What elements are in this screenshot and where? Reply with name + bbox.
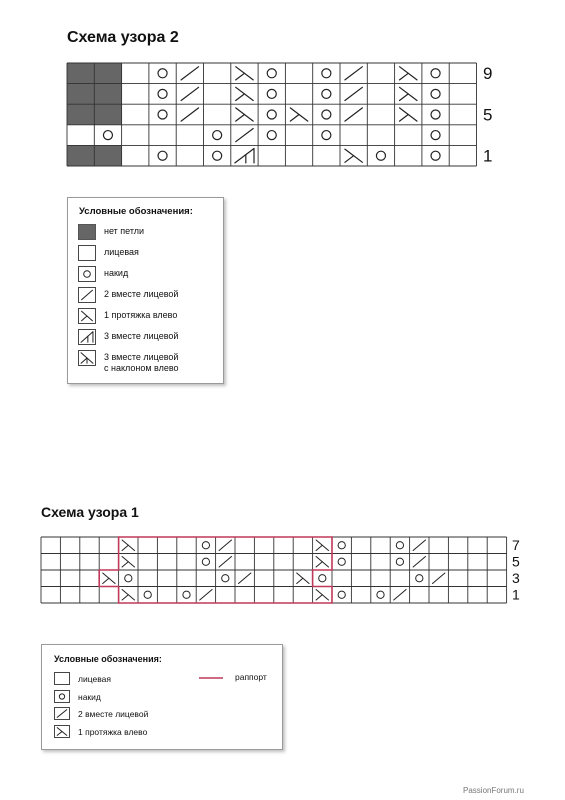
grid-cell — [138, 554, 157, 571]
grid-cell — [60, 587, 79, 604]
legend-label: 3 вместе лицевой с наклоном влево — [104, 352, 179, 373]
grid-cell — [119, 554, 138, 571]
grid-cell — [235, 570, 254, 587]
grid-cell — [119, 587, 138, 604]
grid-cell — [371, 554, 390, 571]
legend-label: лицевая — [104, 247, 139, 257]
pattern2-title: Схема узора 2 — [67, 29, 179, 46]
grid-cell — [429, 537, 448, 554]
grid-cell — [448, 537, 467, 554]
grid-cell — [487, 570, 506, 587]
legend-title: Условные обозначения: — [79, 206, 193, 217]
pattern1-title: Схема узора 1 — [41, 504, 139, 520]
grid-cell — [371, 537, 390, 554]
grid-cell — [429, 554, 448, 571]
grid-cell — [468, 554, 487, 571]
grid-cell — [235, 587, 254, 604]
grid-cell — [60, 537, 79, 554]
legend-label: 3 вместе лицевой — [104, 331, 179, 341]
legend-label: лицевая — [78, 674, 111, 684]
legend-item — [54, 725, 147, 738]
grid-cell — [487, 587, 506, 604]
row-number-label: 5 — [512, 553, 520, 570]
grid-cell — [157, 587, 176, 604]
grid-cell — [196, 587, 215, 604]
grid-cell — [216, 587, 235, 604]
grid-cell — [177, 554, 196, 571]
grid-cell — [99, 554, 118, 571]
grid-cell — [274, 537, 293, 554]
repeat-line-icon — [199, 675, 225, 681]
grid-cell — [468, 587, 487, 604]
row-number-label: 1 — [483, 146, 493, 166]
legend-label: 1 протяжка влево — [104, 310, 178, 320]
grid-cell — [177, 570, 196, 587]
grid-cell — [254, 554, 273, 571]
grid-cell — [177, 587, 196, 604]
legend-item — [54, 707, 148, 720]
grid-cell — [332, 537, 351, 554]
legend-label: 2 вместе лицевой — [104, 289, 179, 299]
grid-cell — [80, 537, 99, 554]
row-number-label: 9 — [483, 64, 493, 84]
legend-label: нет петли — [104, 226, 145, 236]
grid-cell — [468, 537, 487, 554]
grid-cell — [313, 587, 332, 604]
grid-cell — [351, 554, 370, 571]
grid-cell — [410, 537, 429, 554]
grid-cell — [487, 554, 506, 571]
row-number-label: 3 — [512, 569, 520, 586]
grid-cell — [80, 554, 99, 571]
grid-cell — [235, 554, 254, 571]
grid-cell — [332, 570, 351, 587]
grid-cell — [157, 554, 176, 571]
legend-label: 2 вместе лицевой — [78, 709, 149, 719]
slip-left-icon — [54, 725, 70, 738]
grid-cell — [235, 537, 254, 554]
pattern1-legend — [41, 644, 283, 750]
grid-cell — [293, 570, 312, 587]
grid-cell — [293, 554, 312, 571]
grid-cell — [274, 554, 293, 571]
grid-cell — [371, 587, 390, 604]
row-number-label: 1 — [512, 586, 520, 603]
grid-cell — [390, 537, 409, 554]
grid-cell — [332, 587, 351, 604]
grid-cell — [41, 570, 60, 587]
grid-cell — [99, 537, 118, 554]
grid-cell — [216, 537, 235, 554]
row-number-label: 7 — [512, 536, 520, 553]
grid-cell — [60, 554, 79, 571]
grid-cell — [274, 570, 293, 587]
grid-cell — [293, 537, 312, 554]
grid-cell — [216, 570, 235, 587]
grid-cell — [410, 570, 429, 587]
grid-cell — [196, 537, 215, 554]
grid-cell — [351, 587, 370, 604]
grid-cell — [254, 570, 273, 587]
grid-cell — [196, 554, 215, 571]
grid-cell — [351, 570, 370, 587]
grid-cell — [254, 537, 273, 554]
grid-cell — [157, 537, 176, 554]
grid-cell — [313, 554, 332, 571]
grid-cell — [410, 554, 429, 571]
grid-cell — [254, 587, 273, 604]
grid-cell — [313, 570, 332, 587]
grid-cell — [60, 570, 79, 587]
grid-cell — [448, 554, 467, 571]
grid-cell — [216, 554, 235, 571]
grid-cell — [99, 587, 118, 604]
grid-cell — [196, 570, 215, 587]
grid-cell — [410, 587, 429, 604]
grid-cell — [468, 570, 487, 587]
grid-cell — [274, 587, 293, 604]
grid-cell — [448, 587, 467, 604]
grid-cell — [390, 570, 409, 587]
grid-cell — [138, 537, 157, 554]
grid-cell — [351, 537, 370, 554]
legend-label: накид — [104, 268, 129, 278]
grid-cell — [41, 587, 60, 604]
legend-item — [54, 690, 101, 703]
grid-cell — [119, 570, 138, 587]
grid-cell — [332, 554, 351, 571]
grid-cell — [177, 537, 196, 554]
legend-item — [54, 672, 111, 685]
grid-cell — [293, 587, 312, 604]
grid-cell — [138, 587, 157, 604]
legend-label: 1 протяжка влево — [78, 726, 148, 737]
repeat-label: раппорт — [235, 672, 267, 682]
grid-cell — [487, 537, 506, 554]
grid-cell — [371, 570, 390, 587]
knit-icon — [54, 672, 70, 685]
grid-cell — [429, 570, 448, 587]
row-number-label: 5 — [483, 105, 493, 125]
grid-cell — [138, 570, 157, 587]
grid-cell — [429, 587, 448, 604]
grid-cell — [390, 587, 409, 604]
grid-cell — [41, 537, 60, 554]
grid-cell — [80, 570, 99, 587]
grid-cell — [41, 554, 60, 571]
grid-cell — [448, 570, 467, 587]
grid-cell — [157, 570, 176, 587]
grid-cell — [99, 570, 118, 587]
grid-cell — [80, 587, 99, 604]
k2tog-icon — [54, 707, 70, 720]
yarn-over-icon — [54, 690, 70, 703]
grid-cell — [313, 537, 332, 554]
grid-cell — [119, 537, 138, 554]
legend-label: накид — [78, 691, 101, 702]
site-watermark: PassionForum.ru — [463, 786, 524, 795]
legend-title: Условные обозначения: — [54, 654, 162, 664]
grid-cell — [390, 554, 409, 571]
